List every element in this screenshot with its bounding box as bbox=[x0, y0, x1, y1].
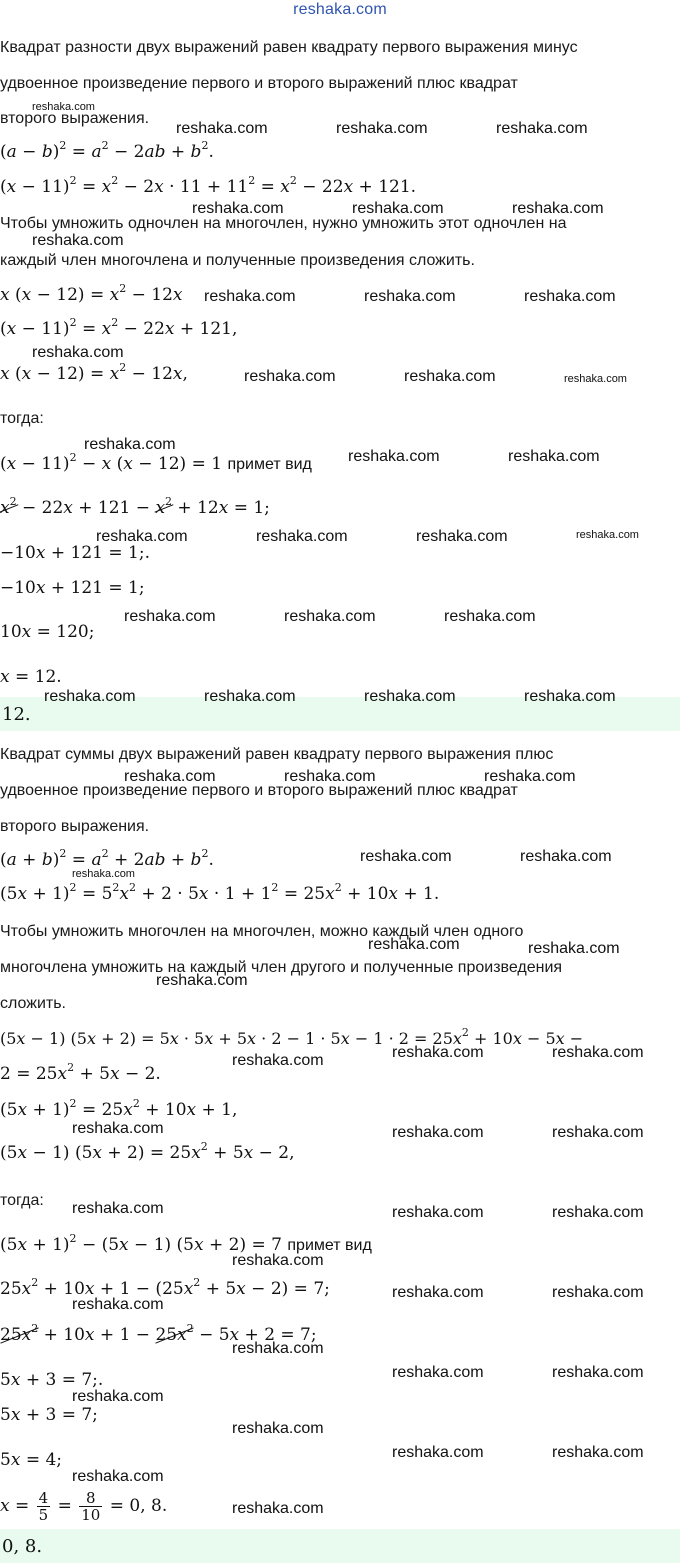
answer-value: 12. bbox=[2, 704, 31, 725]
watermark: reshaka.com bbox=[256, 528, 348, 545]
expansion-second-line1: (5x − 1) $(5x + 2) = 5x \cdot 5x + 5x \cdot 2 - 1 \cdot 5x - 1 \cdot 2 = 25x^2 + 10x - 5x$ − bbox=[0, 1026, 584, 1048]
formula-square-difference: $(a - b)^2 = a^2 - 2ab + b^2$. bbox=[0, 139, 214, 162]
watermark: reshaka.com bbox=[496, 120, 588, 137]
watermark: reshaka.com bbox=[232, 1052, 324, 1069]
watermark: reshaka.com bbox=[552, 1444, 644, 1461]
watermark: reshaka.com bbox=[364, 688, 456, 705]
watermark: reshaka.com bbox=[176, 120, 268, 137]
then-label: тогда: bbox=[0, 410, 44, 427]
step-cancel: $25x^2 + 10x + 1 - 25x^2 - 5x + 2 = 7$; bbox=[0, 1322, 317, 1345]
watermark: reshaka.com bbox=[232, 1252, 324, 1269]
watermark: reshaka.com bbox=[72, 868, 135, 880]
then-label: тогда: bbox=[0, 1192, 44, 1209]
step: −10x + 121 = 1; bbox=[0, 578, 145, 598]
watermark: reshaka.com bbox=[72, 1200, 164, 1217]
watermark: reshaka.com bbox=[244, 368, 336, 385]
watermark: reshaka.com bbox=[520, 848, 612, 865]
recap-first: $(x - 11)^2 = x^2 - 22x + 121$, bbox=[0, 316, 238, 339]
recap-first: $(5x + 1)^2 = 25x^2 + 10x + 1$, bbox=[0, 1097, 238, 1120]
watermark: reshaka.com bbox=[552, 1124, 644, 1141]
watermark: reshaka.com bbox=[96, 528, 188, 545]
expansion-first: $(5x + 1)^2 = 5^2x^2 + 2 \cdot 5x \cdot 1 + 1^2 = 25x^2 + 10x + 1$. bbox=[0, 881, 440, 904]
equation-suffix: примет вид bbox=[287, 1237, 372, 1254]
rule-text-line: второго выражения. bbox=[0, 110, 150, 127]
watermark: reshaka.com bbox=[232, 1340, 324, 1357]
watermark: reshaka.com bbox=[552, 1284, 644, 1301]
watermark: reshaka.com bbox=[392, 1044, 484, 1061]
watermark: reshaka.com bbox=[336, 120, 428, 137]
watermark: reshaka.com bbox=[156, 972, 248, 989]
watermark: reshaka.com bbox=[284, 608, 376, 625]
watermark: reshaka.com bbox=[204, 688, 296, 705]
answer-value: 0, 8. bbox=[2, 1536, 43, 1557]
rule-text-line: удвоенное произведение первого и второго выражений плюс квадрат bbox=[0, 75, 518, 92]
site-title-link[interactable]: reshaka.com bbox=[293, 1, 387, 18]
formula-square-sum: $(a + b)^2 = a^2 + 2ab + b^2$. bbox=[0, 847, 214, 870]
rule-text-line: Чтобы умножить одночлен на многочлен, нужно умножить этот одночлен на bbox=[0, 215, 567, 232]
rule-text-line: второго выражения. bbox=[0, 818, 150, 835]
watermark: reshaka.com bbox=[552, 1204, 644, 1221]
watermark: reshaka.com bbox=[528, 940, 620, 957]
watermark: reshaka.com bbox=[352, 200, 444, 217]
watermark: reshaka.com bbox=[364, 288, 456, 305]
step-cancel: $x^2 - 22x + 121 - x^2 + 12x = 1$; bbox=[0, 495, 270, 518]
watermark: reshaka.com bbox=[576, 529, 639, 541]
watermark: reshaka.com bbox=[84, 436, 176, 453]
rule-text-line: Квадрат разности двух выражений равен квадрату первого выражения минус bbox=[0, 39, 578, 56]
watermark: reshaka.com bbox=[512, 200, 604, 217]
watermark: reshaka.com bbox=[484, 768, 576, 785]
watermark: reshaka.com bbox=[392, 1444, 484, 1461]
equation: $(x - 11)^2 - x$ (x − 12) = 1 примет вид bbox=[0, 451, 312, 474]
expansion-first: $(x - 11)^2 = x^2 - 2x \cdot 11 + 11^2 = x^2 - 22x + 121$. bbox=[0, 174, 417, 197]
step: 5x + 3 = 7; bbox=[0, 1405, 98, 1425]
watermark: reshaka.com bbox=[552, 1044, 644, 1061]
answer-box bbox=[0, 1529, 680, 1563]
watermark: reshaka.com bbox=[124, 608, 216, 625]
rule-text-line: сложить. bbox=[0, 995, 66, 1012]
watermark: reshaka.com bbox=[124, 768, 216, 785]
watermark: reshaka.com bbox=[44, 688, 136, 705]
watermark: reshaka.com bbox=[404, 368, 496, 385]
recap-second: x $(x - 12) = x^2 - 12x$, bbox=[0, 361, 188, 384]
watermark: reshaka.com bbox=[368, 936, 460, 953]
watermark: reshaka.com bbox=[552, 1364, 644, 1381]
watermark: reshaka.com bbox=[72, 1120, 164, 1137]
step: 5x = 4; bbox=[0, 1450, 63, 1470]
step: 5x + 3 = 7;. bbox=[0, 1370, 104, 1390]
watermark: reshaka.com bbox=[348, 448, 440, 465]
watermark: reshaka.com bbox=[392, 1124, 484, 1141]
watermark: reshaka.com bbox=[72, 1388, 164, 1405]
watermark: reshaka.com bbox=[392, 1364, 484, 1381]
step-fraction: x = $\frac{4}{5}$ = $\frac{8}{10}$ = 0, 8. bbox=[0, 1489, 168, 1524]
rule-text-line: Квадрат суммы двух выражений равен квадрату первого выражения плюс bbox=[0, 746, 554, 763]
watermark: reshaka.com bbox=[444, 608, 536, 625]
step: −10x + 121 = 1;. bbox=[0, 543, 150, 563]
step: x = 12. bbox=[0, 667, 62, 687]
watermark: reshaka.com bbox=[392, 1284, 484, 1301]
equation-suffix: примет вид bbox=[227, 456, 312, 473]
step: 10x = 120; bbox=[0, 622, 95, 642]
watermark: reshaka.com bbox=[192, 200, 284, 217]
watermark: reshaka.com bbox=[72, 1296, 164, 1313]
watermark: reshaka.com bbox=[32, 344, 124, 361]
watermark: reshaka.com bbox=[564, 373, 627, 385]
watermark: reshaka.com bbox=[392, 1204, 484, 1221]
watermark: reshaka.com bbox=[232, 1420, 324, 1437]
step: $25x^2 + 10x + 1 - (25x^2 + 5x - 2) = 7$; bbox=[0, 1276, 330, 1299]
watermark: reshaka.com bbox=[32, 232, 124, 249]
rule-text-line: удвоенное произведение первого и второго выражений плюс квадрат bbox=[0, 782, 518, 799]
watermark: reshaka.com bbox=[508, 448, 600, 465]
equation: $(5x + 1)^2 - (5x - 1)$ (5x + 2) = 7 примет вид bbox=[0, 1232, 372, 1255]
expansion-second: x $(x - 12) = x^2 - 12x$ bbox=[0, 282, 183, 305]
recap-second: (5x − 1) $(5x + 2) = 25x^2 + 5x - 2$, bbox=[0, 1140, 295, 1163]
watermark: reshaka.com bbox=[204, 288, 296, 305]
watermark: reshaka.com bbox=[32, 101, 95, 113]
watermark: reshaka.com bbox=[416, 528, 508, 545]
watermark: reshaka.com bbox=[284, 768, 376, 785]
rule-text-line: многочлена умножить на каждый член другого и полученные произведения bbox=[0, 959, 563, 976]
rule-text-line: Чтобы умножить многочлен на многочлен, можно каждый член одного bbox=[0, 923, 524, 940]
watermark: reshaka.com bbox=[360, 848, 452, 865]
watermark: reshaka.com bbox=[524, 288, 616, 305]
watermark: reshaka.com bbox=[524, 688, 616, 705]
rule-text-line: каждый член многочлена и полученные произведения сложить. bbox=[0, 252, 475, 269]
expansion-second-line2: $2 = 25x^2 + 5x - 2$. bbox=[0, 1061, 161, 1084]
watermark: reshaka.com bbox=[72, 1468, 164, 1485]
watermark: reshaka.com bbox=[232, 1500, 324, 1517]
